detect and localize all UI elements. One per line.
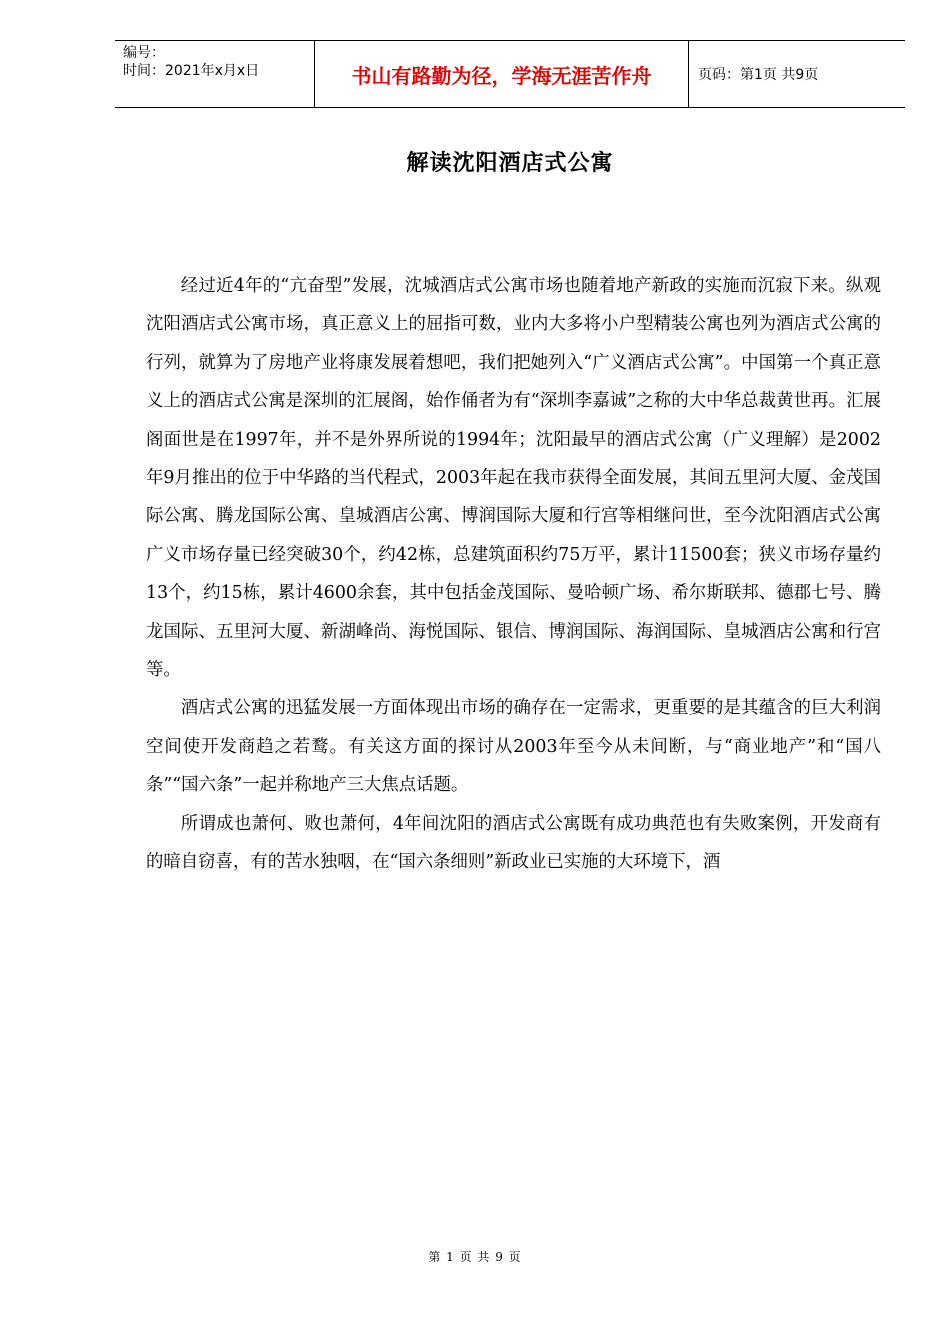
date-label: 时间：2021年x月x日 bbox=[123, 63, 260, 79]
document-body bbox=[146, 267, 881, 882]
header-meta-cell bbox=[115, 41, 315, 107]
paragraph: 酒店式公寓的迅猛发展一方面体现出市场的确存在一定需求，更重要的是其蕴含的巨大利润空间使开发商趋之若鹜。有关这方面的探讨从2003年至今从未间断，与“商业地产”和“国八条”“国六条”一起并称地产三大焦点话题。 bbox=[146, 698, 881, 796]
document-title: 解读沈阳酒店式公寓 bbox=[406, 151, 614, 176]
document-header bbox=[115, 40, 905, 108]
paragraph: 经过近4年的“亢奋型”发展，沈城酒店式公寓市场也随着地产新政的实施而沉寂下来。纵观沈阳酒店式公寓市场，真正意义上的屈指可数，业内大多将小户型精装公寓也列为酒店式公寓的行列，就算为了房地产业将康发展着想吧，我们把她列入“广义酒店式公寓”。中国第一个真正意义上的酒店式公寓是深圳的汇展阁，始作俑者为有“深圳李嘉诚”之称的大中华总裁黄世再。汇展阁面世是在1997年，并不是外界所说的1994年；沈阳最早的酒店式公寓（广义理解）是2002年9月推出的位于中华路的当代程式，2003年起在我市获得全面发展，其间五里河大厦、金茂国际公寓、腾龙国际公寓、皇城酒店公寓、博润国际大厦和行宫等相继问世，至今沈阳酒店式公寓广义市场存量已经突破30个，约42栋，总建筑面积约75万平，累计11500套；狭义市场存量约13个，约15栋，累计4600余套，其中包括金茂国际、曼哈顿广场、希尔斯联邦、德郡七号、腾龙国际、五里河大厦、新湖峰尚、海悦国际、银信、博润国际、海润国际、皇城酒店公寓和行宫等。 bbox=[146, 276, 881, 681]
paragraph: 所谓成也萧何、败也萧何，4年间沈阳的酒店式公寓既有成功典范也有失败案例，开发商有的暗自窃喜，有的苦水独咽，在“国六条细则”新政业已实施的大环境下，酒 bbox=[146, 813, 881, 873]
code-label: 编号： bbox=[123, 45, 165, 61]
page-footer: 第 1 页 共 9 页 bbox=[428, 1250, 522, 1264]
header-page-info: 页码：第1页 共9页 bbox=[698, 67, 819, 83]
header-motto: 书山有路勤为径，学海无涯苦作舟 bbox=[315, 41, 689, 107]
